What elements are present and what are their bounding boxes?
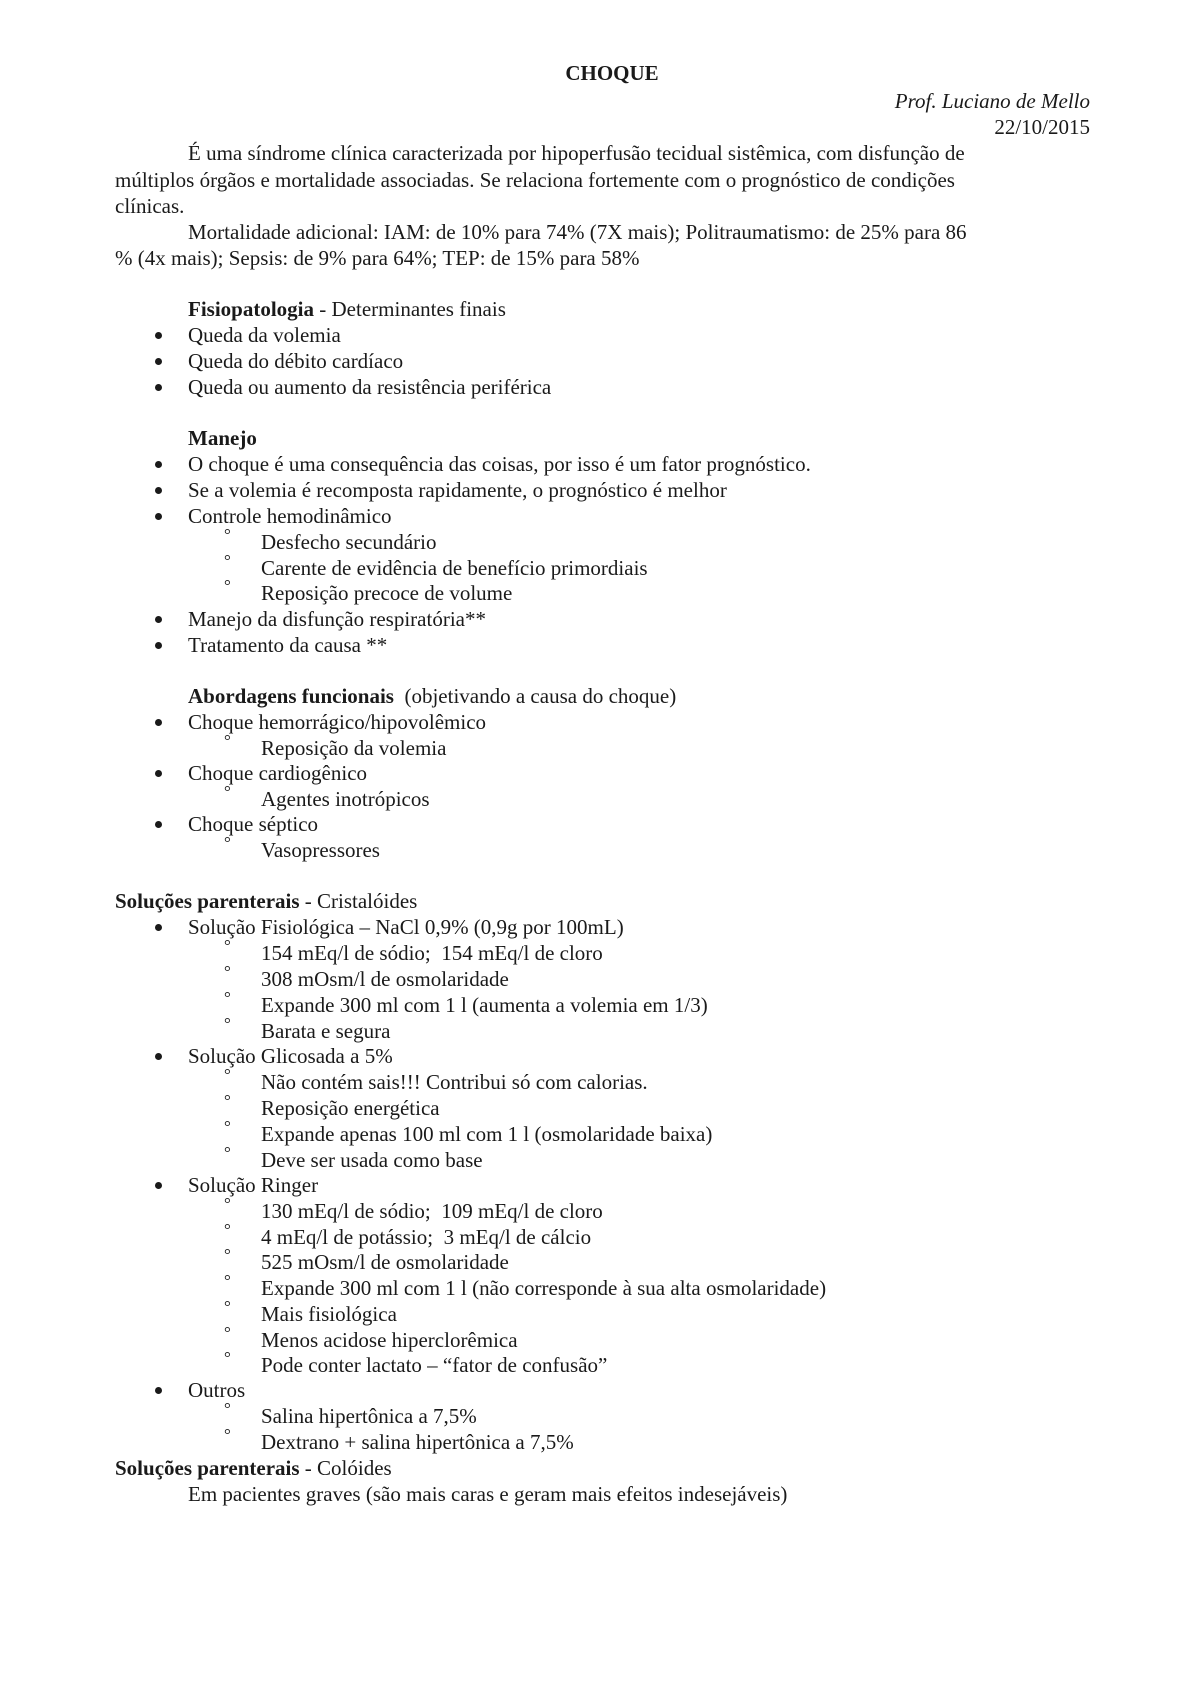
sub-list-item-label: Agentes inotrópicos [261,787,430,811]
list-item-label: Tratamento da causa ** [188,633,388,657]
heading-bold: Fisiopatologia [188,297,315,321]
degree-bullet-icon: ° [224,731,231,750]
list-item-label: Queda do débito cardíaco [188,349,404,373]
coloides-description: Em pacientes graves (são mais caras e geram mais efeitos indesejáveis) [188,1482,788,1506]
list-item-label: Choque hemorrágico/hipovolêmico [188,710,487,734]
degree-bullet-icon: ° [224,1220,231,1239]
bullet-icon [155,513,162,520]
sub-list-item-label: Expande 300 ml com 1 l (aumenta a volemia em 1/3) [261,993,708,1017]
document-title: CHOQUE [565,61,659,85]
bullet-icon [155,461,162,468]
list-item-label: Outros [188,1378,246,1402]
bullet-icon [155,1182,162,1189]
degree-bullet-icon: ° [224,1399,231,1418]
bullet-icon [155,924,162,931]
list-item-label: Controle hemodinâmico [188,504,392,528]
degree-bullet-icon: ° [224,1091,231,1110]
list-item-label: Queda da volemia [188,323,341,347]
sub-list-item-label: Reposição precoce de volume [261,581,513,605]
heading-subtitle: - Cristalóides [299,889,418,913]
sub-list-item-label: Pode conter lactato – “fator de confusão” [261,1353,608,1377]
mortality-paragraph-line: Mortalidade adicional: IAM: de 10% para 74% (7X mais); Politraumatismo: de 25% para 86 [188,220,967,244]
bullet-icon [155,642,162,649]
sub-list-item-label: Não contém sais!!! Contribui só com calorias. [261,1070,648,1094]
sub-list-item-label: Carente de evidência de benefício primordiais [261,556,648,580]
list-item-label: Solução Fisiológica – NaCl 0,9% (0,9g por 100mL) [188,915,624,939]
sub-list-item-label: Desfecho secundário [261,530,437,554]
sub-list-item-label: Dextrano + salina hipertônica a 7,5% [261,1430,574,1454]
list-item-label: Se a volemia é recomposta rapidamente, o prognóstico é melhor [188,478,727,502]
intro-paragraph-line: clínicas. [115,194,185,218]
degree-bullet-icon: ° [224,1143,231,1162]
sub-list-item-label: Vasopressores [261,838,380,862]
section-heading-fisiopatologia [0,296,1200,322]
section-heading-abordagens [0,683,1200,709]
heading-bold: Soluções parenterais [115,889,300,913]
list-item-label: Choque séptico [188,812,319,836]
sub-list-item-label: 130 mEq/l de sódio; 109 mEq/l de cloro [261,1199,603,1223]
degree-bullet-icon: ° [224,576,231,595]
degree-bullet-icon: ° [224,1271,231,1290]
degree-bullet-icon: ° [224,1117,231,1136]
sub-list-item-label: 525 mOsm/l de osmolaridade [261,1250,509,1274]
degree-bullet-icon: ° [224,1425,231,1444]
bullet-icon [155,770,162,777]
degree-bullet-icon: ° [224,1194,231,1213]
heading-bold: Abordagens funcionais [188,684,394,708]
degree-bullet-icon: ° [224,833,231,852]
degree-bullet-icon: ° [224,1323,231,1342]
sub-list-item-label: 154 mEq/l de sódio; 154 mEq/l de cloro [261,941,603,965]
degree-bullet-icon: ° [224,936,231,955]
heading-bold: Manejo [188,426,257,450]
bullet-icon [155,332,162,339]
section-heading-cristaloides [0,888,1200,914]
sub-list-item-label: Barata e segura [261,1019,391,1043]
date-line: 22/10/2015 [994,115,1090,139]
list-item-label: Queda ou aumento da resistência periférica [188,375,552,399]
sub-list-item-label: Reposição energética [261,1096,440,1120]
list-item-label: Solução Ringer [188,1173,319,1197]
list-item-label: Manejo da disfunção respiratória** [188,607,486,631]
mortality-paragraph-line: % (4x mais); Sepsis: de 9% para 64%; TEP: de 15% para 58% [115,246,640,270]
list-item-label: Solução Glicosada a 5% [188,1044,393,1068]
bullet-icon [155,358,162,365]
degree-bullet-icon: ° [224,1297,231,1316]
sub-list-item-label: Menos acidose hiperclorêmica [261,1328,518,1352]
bullet-icon [155,719,162,726]
bullet-icon [155,1387,162,1394]
bullet-icon [155,616,162,623]
degree-bullet-icon: ° [224,782,231,801]
sub-list-item-label: Salina hipertônica a 7,5% [261,1404,477,1428]
degree-bullet-icon: ° [224,1014,231,1033]
heading-subtitle: (objetivando a causa do choque) [393,684,677,708]
degree-bullet-icon: ° [224,525,231,544]
list-item-label: Choque cardiogênico [188,761,368,785]
bullet-icon [155,384,162,391]
heading-subtitle: - Determinantes finais [314,297,506,321]
author-line: Prof. Luciano de Mello [894,89,1090,113]
degree-bullet-icon: ° [224,1065,231,1084]
intro-paragraph-line: múltiplos órgãos e mortalidade associadas. Se relaciona fortemente com o prognóstico de condições [115,168,955,192]
heading-subtitle: - Colóides [299,1456,392,1480]
sub-list-item-label: Expande 300 ml com 1 l (não corresponde à sua alta osmolaridade) [261,1276,827,1300]
sub-list-item-label: Deve ser usada como base [261,1148,483,1172]
list-item-label: O choque é uma consequência das coisas, por isso é um fator prognóstico. [188,452,811,476]
bullet-icon [155,821,162,828]
degree-bullet-icon: ° [224,551,231,570]
sub-list-item-label: 308 mOsm/l de osmolaridade [261,967,509,991]
degree-bullet-icon: ° [224,1245,231,1264]
section-heading-manejo [0,425,1200,451]
section-heading-coloides [0,1455,1200,1481]
bullet-icon [155,487,162,494]
intro-paragraph-line: É uma síndrome clínica caracterizada por hipoperfusão tecidual sistêmica, com disfunção de [188,141,965,165]
sub-list-item-label: Reposição da volemia [261,736,447,760]
sub-list-item-label: Expande apenas 100 ml com 1 l (osmolaridade baixa) [261,1122,713,1146]
degree-bullet-icon: ° [224,988,231,1007]
sub-list-item-label: 4 mEq/l de potássio; 3 mEq/l de cálcio [261,1225,592,1249]
heading-bold: Soluções parenterais [115,1456,300,1480]
bullet-icon [155,1053,162,1060]
degree-bullet-icon: ° [224,962,231,981]
sub-list-item-label: Mais fisiológica [261,1302,397,1326]
degree-bullet-icon: ° [224,1348,231,1367]
